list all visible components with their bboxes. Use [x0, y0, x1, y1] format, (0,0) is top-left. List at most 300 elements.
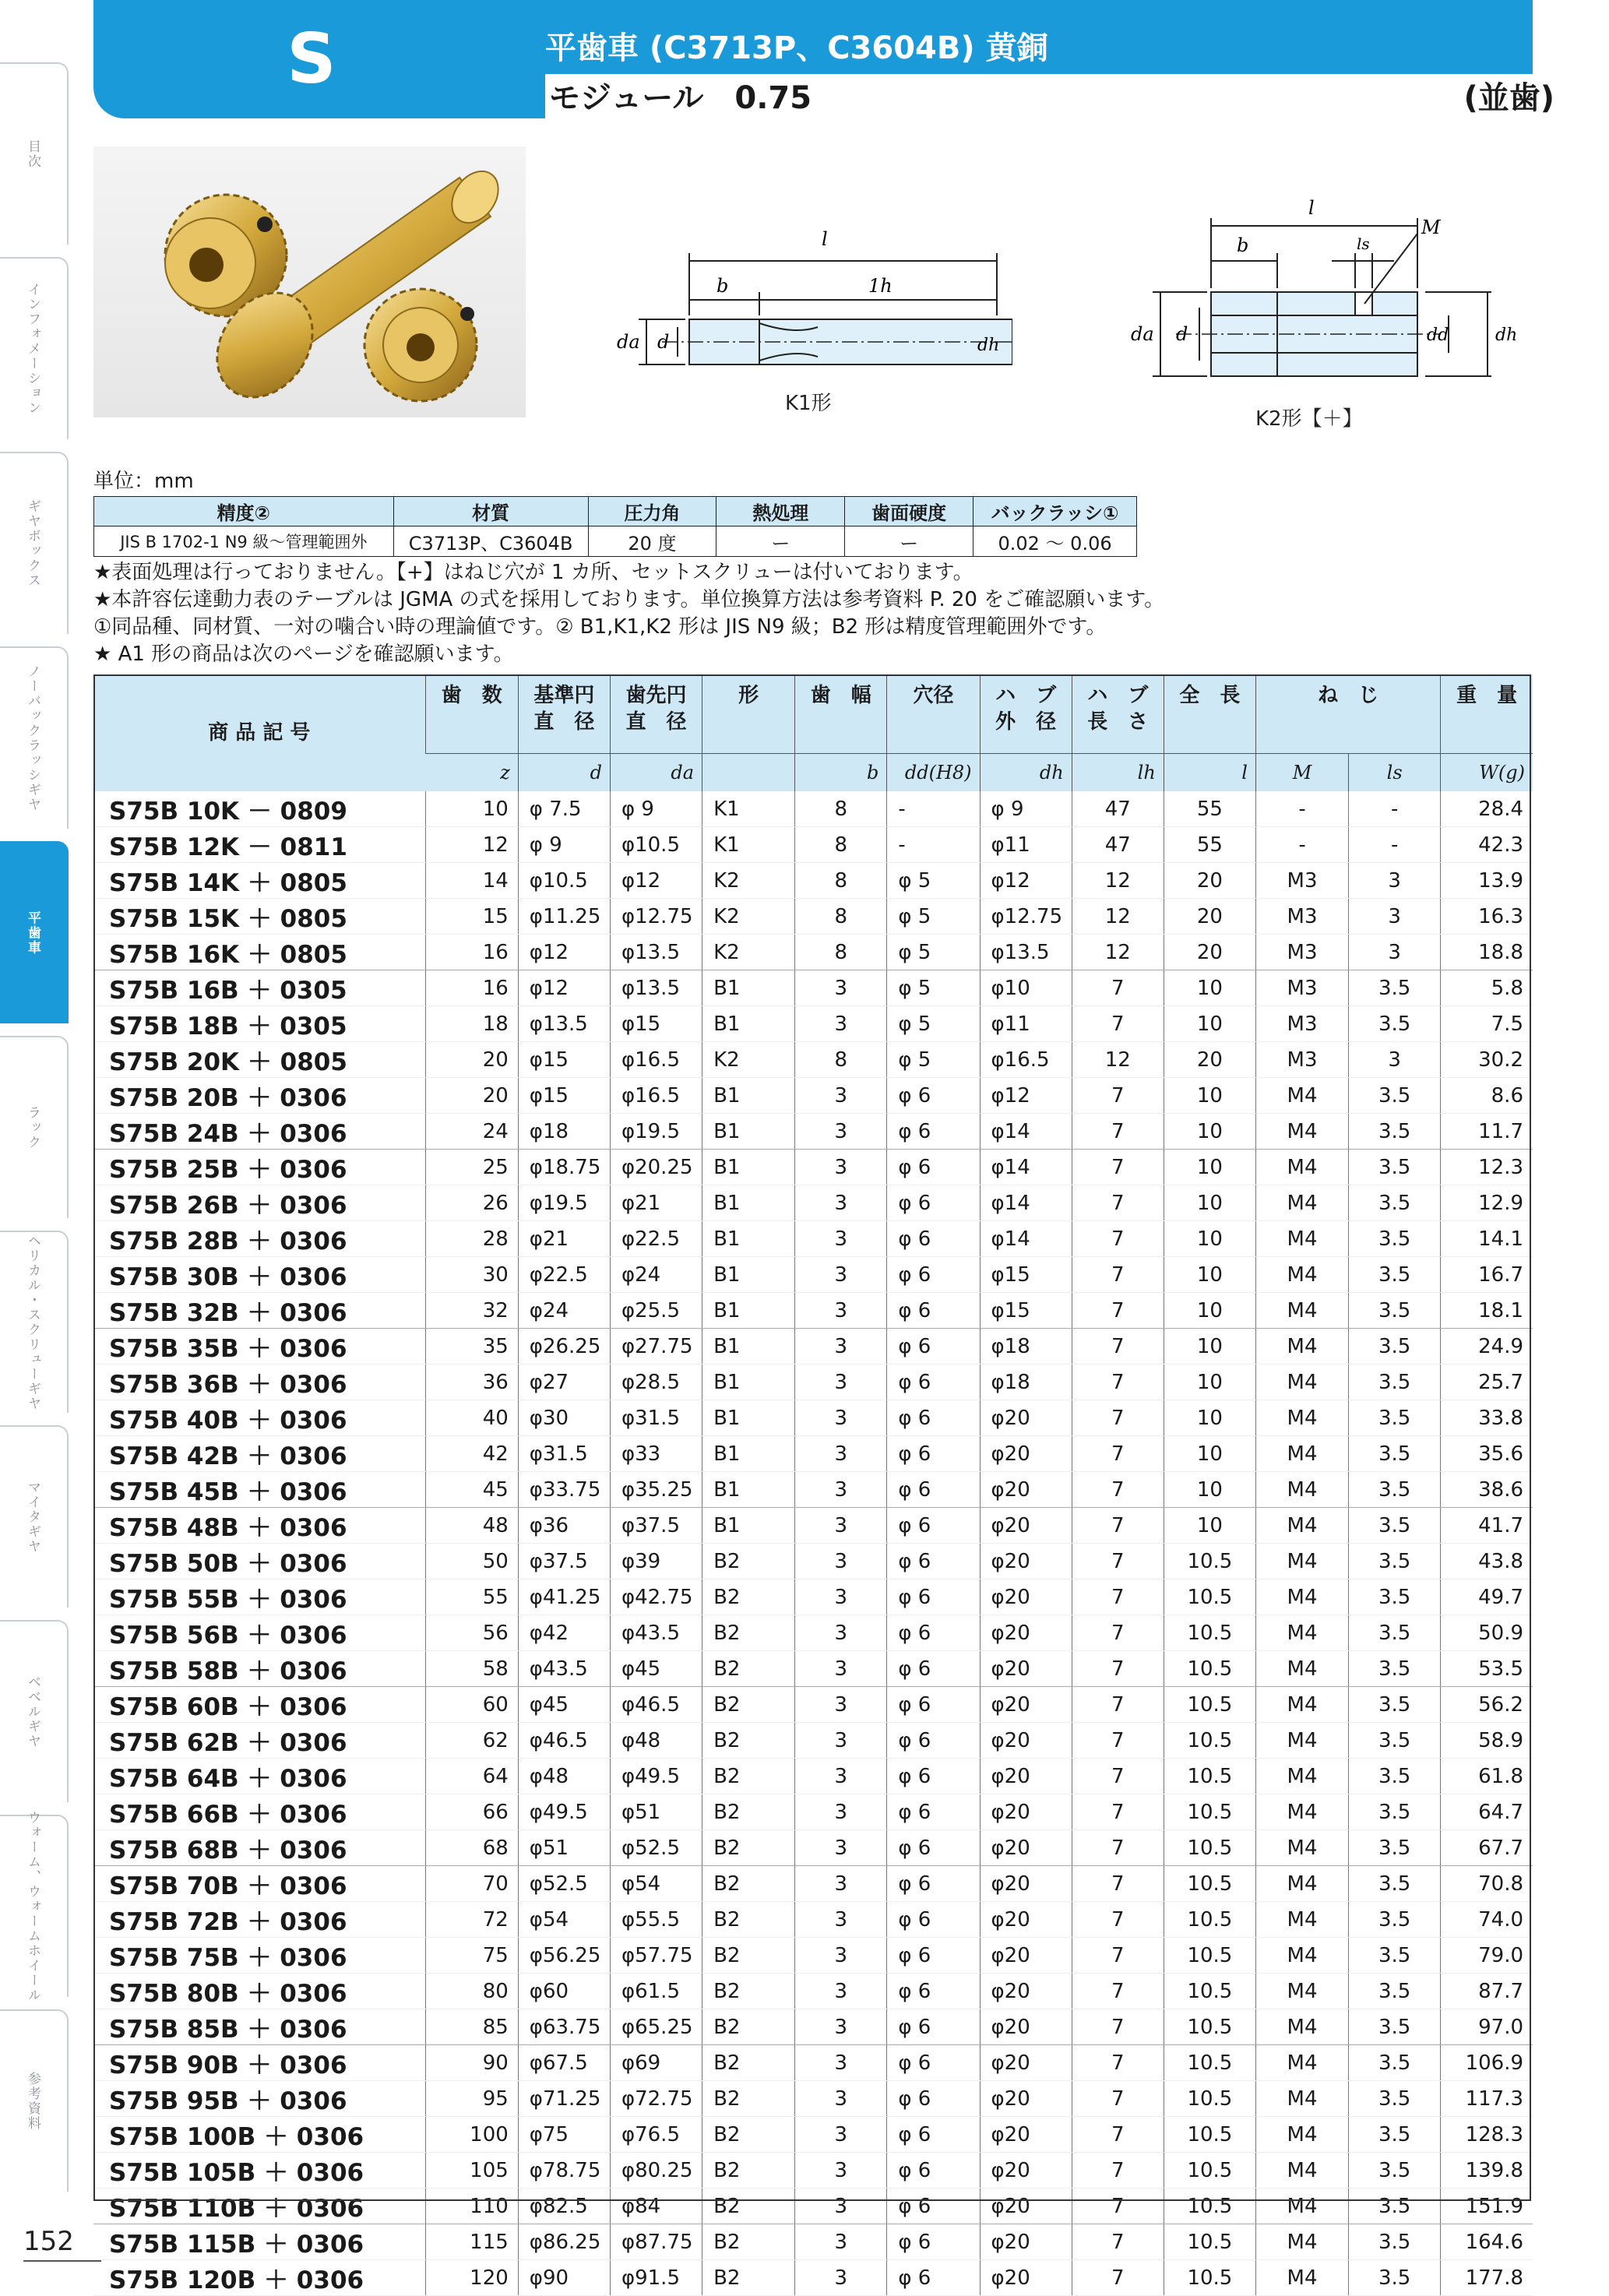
cell-shape: B2: [702, 2260, 795, 2296]
table-row: [93, 2045, 1533, 2081]
cell-screw-position: 3.5: [1349, 1006, 1441, 1042]
cell-screw-position: 3.5: [1349, 2117, 1441, 2153]
cell-screw-size: M4: [1255, 2081, 1348, 2117]
cell-teeth: 15: [425, 899, 518, 935]
cell-bore: φ 6: [887, 1078, 980, 1114]
cell-outside-diameter: φ20.25: [610, 1150, 702, 1185]
cell-face-width: 3: [795, 2189, 887, 2224]
cell-hub-diameter: φ20: [980, 1830, 1072, 1866]
cell-outside-diameter: φ65.25: [610, 2009, 702, 2045]
note-line: ★ A1 形の商品は次のページを確認願います。: [93, 643, 514, 666]
cell-weight: 7.5: [1441, 1006, 1533, 1042]
k2-label-dd: dd: [1427, 326, 1449, 345]
cell-total-length: 10: [1164, 970, 1255, 1006]
cell-product-code: S75B 16K ＋ 0805: [93, 935, 425, 970]
cell-face-width: 3: [795, 1579, 887, 1615]
cell-weight: 50.9: [1441, 1615, 1533, 1651]
cell-weight: 25.7: [1441, 1365, 1533, 1400]
cell-face-width: 3: [795, 1006, 887, 1042]
cell-weight: 41.7: [1441, 1508, 1533, 1544]
table-row: [93, 899, 1533, 935]
cell-hub-length: 7: [1072, 1508, 1164, 1544]
cell-bore: φ 5: [887, 1042, 980, 1078]
cell-weight: 164.6: [1441, 2224, 1533, 2260]
cell-face-width: 3: [795, 1329, 887, 1365]
cell-face-width: 8: [795, 863, 887, 899]
cell-bore: -: [887, 791, 980, 827]
cell-shape: B2: [702, 2045, 795, 2081]
cell-total-length: 10.5: [1164, 2081, 1255, 2117]
cell-hub-diameter: φ20: [980, 1508, 1072, 1544]
cell-total-length: 10: [1164, 1400, 1255, 1436]
cell-outside-diameter: φ10.5: [610, 827, 702, 863]
side-tab-no-backlash[interactable]: ノーバックラッシギヤ: [0, 646, 69, 829]
cell-total-length: 10.5: [1164, 2224, 1255, 2260]
cell-screw-position: 3.5: [1349, 1472, 1441, 1508]
table-row: [93, 1006, 1533, 1042]
k2-label-ls: ls: [1357, 234, 1370, 253]
cell-hub-length: 7: [1072, 2224, 1164, 2260]
header-face-width: 歯 幅: [795, 674, 887, 754]
cell-pitch-diameter: φ54: [518, 1902, 610, 1938]
spec-pressure-angle: 20 度: [588, 526, 716, 557]
cell-product-code: S75B 105B ＋ 0306: [93, 2153, 425, 2189]
cell-total-length: 10: [1164, 1006, 1255, 1042]
cell-outside-diameter: φ28.5: [610, 1365, 702, 1400]
header-sym-dh: dh: [980, 754, 1072, 792]
k1-caption: K1形: [785, 392, 832, 415]
cell-screw-size: M4: [1255, 1902, 1348, 1938]
cell-weight: 14.1: [1441, 1221, 1533, 1257]
cell-shape: B1: [702, 1185, 795, 1221]
cell-hub-diameter: φ12: [980, 1078, 1072, 1114]
cell-bore: φ 6: [887, 1114, 980, 1150]
header-pitch-diameter: 基準円 直 径: [518, 674, 610, 754]
cell-product-code: S75B 26B ＋ 0306: [93, 1185, 425, 1221]
cell-hub-length: 7: [1072, 2045, 1164, 2081]
side-tab-rack[interactable]: ラック: [0, 1036, 69, 1218]
cell-hub-length: 7: [1072, 2009, 1164, 2045]
cell-weight: 79.0: [1441, 1938, 1533, 1974]
table-row: [93, 2260, 1533, 2296]
cell-hub-diameter: φ14: [980, 1114, 1072, 1150]
cell-hub-length: 7: [1072, 1185, 1164, 1221]
table-row: [93, 1185, 1533, 1221]
side-tab-miter[interactable]: マイタギヤ: [0, 1425, 69, 1608]
cell-total-length: 10.5: [1164, 1794, 1255, 1830]
cell-shape: B2: [702, 2189, 795, 2224]
cell-face-width: 3: [795, 1293, 887, 1329]
cell-screw-position: 3.5: [1349, 1974, 1441, 2009]
cell-product-code: S75B 35B ＋ 0306: [93, 1329, 425, 1365]
cell-total-length: 20: [1164, 935, 1255, 970]
cell-teeth: 16: [425, 970, 518, 1006]
cell-product-code: S75B 115B ＋ 0306: [93, 2224, 425, 2260]
header-weight: 重 量: [1441, 674, 1533, 754]
cell-teeth: 72: [425, 1902, 518, 1938]
cell-hub-diameter: φ20: [980, 1651, 1072, 1687]
cell-teeth: 30: [425, 1257, 518, 1293]
side-tab-reference[interactable]: 参考資料: [0, 2009, 69, 2192]
cell-screw-position: 3.5: [1349, 2045, 1441, 2081]
cell-bore: φ 6: [887, 1329, 980, 1365]
side-tab-contents[interactable]: 目次: [0, 62, 69, 245]
cell-hub-diameter: φ20: [980, 1472, 1072, 1508]
cell-hub-diameter: φ20: [980, 1687, 1072, 1723]
cell-screw-size: M4: [1255, 2224, 1348, 2260]
cell-screw-size: M4: [1255, 1257, 1348, 1293]
cell-bore: φ 6: [887, 2081, 980, 2117]
cell-shape: B1: [702, 1257, 795, 1293]
cell-screw-size: M4: [1255, 1866, 1348, 1902]
table-row: [93, 1329, 1533, 1365]
page-number-rule: [23, 2260, 101, 2262]
cell-product-code: S75B 60B ＋ 0306: [93, 1687, 425, 1723]
cell-outside-diameter: φ76.5: [610, 2117, 702, 2153]
k2-label-m: M: [1421, 217, 1441, 238]
cell-weight: 28.4: [1441, 791, 1533, 827]
cell-product-code: S75B 58B ＋ 0306: [93, 1651, 425, 1687]
table-row: [93, 1794, 1533, 1830]
cell-pitch-diameter: φ15: [518, 1078, 610, 1114]
spec-table: [93, 496, 1137, 557]
cell-weight: 56.2: [1441, 1687, 1533, 1723]
cell-teeth: 95: [425, 2081, 518, 2117]
cell-face-width: 3: [795, 1794, 887, 1830]
cell-screw-position: 3.5: [1349, 1400, 1441, 1436]
cell-teeth: 10: [425, 791, 518, 827]
cell-product-code: S75B 90B ＋ 0306: [93, 2045, 425, 2081]
header-sym-z: z: [425, 754, 518, 792]
header-hub-length: ハ ブ 長 さ: [1072, 674, 1164, 754]
cell-pitch-diameter: φ12: [518, 935, 610, 970]
cell-product-code: S75B 14K ＋ 0805: [93, 863, 425, 899]
table-row: [93, 1687, 1533, 1723]
cell-outside-diameter: φ51: [610, 1794, 702, 1830]
header-sym-b: b: [795, 754, 887, 792]
cell-pitch-diameter: φ41.25: [518, 1579, 610, 1615]
cell-screw-position: 3.5: [1349, 1687, 1441, 1723]
cell-total-length: 10.5: [1164, 1866, 1255, 1902]
cell-product-code: S75B 36B ＋ 0306: [93, 1365, 425, 1400]
series-letter: S: [287, 19, 336, 99]
cell-face-width: 3: [795, 1687, 887, 1723]
k1-label-lh: 1h: [868, 275, 893, 297]
cell-weight: 13.9: [1441, 863, 1533, 899]
k2-label-l: l: [1308, 199, 1315, 219]
table-row: [93, 1114, 1533, 1150]
table-row: [93, 1150, 1533, 1185]
cell-product-code: S75B 110B ＋ 0306: [93, 2189, 425, 2224]
side-tab-worm[interactable]: ウォーム、ウォームホイール: [0, 1815, 69, 1997]
product-photo: [93, 146, 526, 417]
cell-pitch-diameter: φ37.5: [518, 1544, 610, 1579]
cell-bore: φ 6: [887, 1615, 980, 1651]
cell-product-code: S75B 40B ＋ 0306: [93, 1400, 425, 1436]
table-row: [93, 1830, 1533, 1866]
cell-hub-diameter: φ20: [980, 1544, 1072, 1579]
cell-outside-diameter: φ12.75: [610, 899, 702, 935]
header-sym-shape: [702, 754, 795, 792]
cell-weight: 70.8: [1441, 1866, 1533, 1902]
cell-screw-position: -: [1349, 791, 1441, 827]
cell-weight: 139.8: [1441, 2153, 1533, 2189]
cell-face-width: 3: [795, 1221, 887, 1257]
cell-pitch-diameter: φ31.5: [518, 1436, 610, 1472]
cell-face-width: 3: [795, 1544, 887, 1579]
cell-face-width: 3: [795, 1508, 887, 1544]
cell-hub-diameter: φ20: [980, 2260, 1072, 2296]
k1-label-dh: dh: [977, 336, 1000, 355]
cell-screw-position: 3.5: [1349, 1257, 1441, 1293]
cell-hub-diameter: φ11: [980, 1006, 1072, 1042]
cell-shape: B2: [702, 1651, 795, 1687]
cell-total-length: 20: [1164, 1042, 1255, 1078]
cell-product-code: S75B 68B ＋ 0306: [93, 1830, 425, 1866]
cell-hub-length: 7: [1072, 1436, 1164, 1472]
cell-hub-diameter: φ20: [980, 1759, 1072, 1794]
cell-screw-position: 3.5: [1349, 1436, 1441, 1472]
cell-screw-position: 3.5: [1349, 1759, 1441, 1794]
cell-face-width: 3: [795, 2081, 887, 2117]
cell-screw-position: 3.5: [1349, 1938, 1441, 1974]
side-tab-gearbox[interactable]: ギヤボックス: [0, 452, 69, 634]
cell-outside-diameter: φ49.5: [610, 1759, 702, 1794]
cell-total-length: 10: [1164, 1078, 1255, 1114]
side-tab-helical[interactable]: ヘリカル・スクリューギヤ: [0, 1231, 69, 1413]
cell-total-length: 55: [1164, 827, 1255, 863]
cell-teeth: 100: [425, 2117, 518, 2153]
cell-bore: φ 6: [887, 2224, 980, 2260]
cell-hub-diameter: φ20: [980, 2153, 1072, 2189]
cell-screw-size: M4: [1255, 1938, 1348, 1974]
cell-screw-size: M4: [1255, 1723, 1348, 1759]
cell-bore: φ 6: [887, 1794, 980, 1830]
cell-screw-size: M4: [1255, 1293, 1348, 1329]
cell-face-width: 3: [795, 1974, 887, 2009]
cell-outside-diameter: φ80.25: [610, 2153, 702, 2189]
cell-bore: φ 5: [887, 935, 980, 970]
cell-shape: B2: [702, 1759, 795, 1794]
spec-header-accuracy: 精度②: [94, 497, 394, 526]
cell-bore: φ 6: [887, 1185, 980, 1221]
table-row: [93, 1866, 1533, 1902]
cell-weight: 12.3: [1441, 1150, 1533, 1185]
note-line: ★本許容伝達動力表のテーブルは JGMA の式を採用しております。単位換算方法は参考資料 P. 20 をご確認願います。: [93, 588, 1165, 611]
cell-shape: B1: [702, 1329, 795, 1365]
cell-total-length: 10.5: [1164, 2117, 1255, 2153]
cell-bore: φ 6: [887, 2117, 980, 2153]
cell-shape: B2: [702, 1723, 795, 1759]
cell-screw-position: 3.5: [1349, 1293, 1441, 1329]
cell-outside-diameter: φ33: [610, 1436, 702, 1472]
cell-product-code: S75B 32B ＋ 0306: [93, 1293, 425, 1329]
cell-hub-length: 7: [1072, 1938, 1164, 1974]
table-row: [93, 1759, 1533, 1794]
table-row: [93, 935, 1533, 970]
cell-weight: 43.8: [1441, 1544, 1533, 1579]
cell-hub-diameter: φ15: [980, 1257, 1072, 1293]
cell-hub-length: 7: [1072, 1400, 1164, 1436]
cell-weight: 16.3: [1441, 899, 1533, 935]
cell-screw-size: M4: [1255, 1794, 1348, 1830]
cell-outside-diameter: φ43.5: [610, 1615, 702, 1651]
side-tab-spur-gear[interactable]: 平歯車: [0, 841, 69, 1023]
cell-product-code: S75B 95B ＋ 0306: [93, 2081, 425, 2117]
cell-bore: φ 6: [887, 2189, 980, 2224]
cell-product-code: S75B 50B ＋ 0306: [93, 1544, 425, 1579]
table-row: [93, 1651, 1533, 1687]
cell-bore: φ 6: [887, 1221, 980, 1257]
cell-teeth: 18: [425, 1006, 518, 1042]
cell-screw-size: M3: [1255, 899, 1348, 935]
cell-teeth: 68: [425, 1830, 518, 1866]
cell-teeth: 90: [425, 2045, 518, 2081]
cell-hub-length: 7: [1072, 1902, 1164, 1938]
cell-hub-diameter: φ18: [980, 1365, 1072, 1400]
cell-outside-diameter: φ24: [610, 1257, 702, 1293]
cell-screw-size: M3: [1255, 1042, 1348, 1078]
cell-hub-length: 7: [1072, 970, 1164, 1006]
cell-weight: 35.6: [1441, 1436, 1533, 1472]
header-hub-diameter: ハ ブ 外 径: [980, 674, 1072, 754]
cell-outside-diameter: φ61.5: [610, 1974, 702, 2009]
cell-outside-diameter: φ13.5: [610, 935, 702, 970]
cell-screw-position: 3.5: [1349, 970, 1441, 1006]
cell-face-width: 3: [795, 2045, 887, 2081]
table-row: [93, 863, 1533, 899]
cell-pitch-diameter: φ24: [518, 1293, 610, 1329]
cell-product-code: S75B 72B ＋ 0306: [93, 1902, 425, 1938]
cell-product-code: S75B 20K ＋ 0805: [93, 1042, 425, 1078]
cell-product-code: S75B 120B ＋ 0306: [93, 2260, 425, 2296]
cell-total-length: 10.5: [1164, 1938, 1255, 1974]
cell-screw-size: M4: [1255, 1329, 1348, 1365]
cell-product-code: S75B 24B ＋ 0306: [93, 1114, 425, 1150]
cell-total-length: 10.5: [1164, 2189, 1255, 2224]
cell-hub-length: 7: [1072, 1974, 1164, 2009]
cell-hub-length: 12: [1072, 863, 1164, 899]
spec-header-material: 材質: [393, 497, 588, 526]
cell-face-width: 3: [795, 1866, 887, 1902]
cell-total-length: 10: [1164, 1365, 1255, 1400]
cell-face-width: 8: [795, 791, 887, 827]
table-row: [93, 970, 1533, 1006]
table-row: [93, 2224, 1533, 2260]
cell-total-length: 10: [1164, 1150, 1255, 1185]
cell-hub-length: 7: [1072, 2153, 1164, 2189]
cell-face-width: 3: [795, 1185, 887, 1221]
cell-teeth: 55: [425, 1579, 518, 1615]
cell-bore: φ 6: [887, 1436, 980, 1472]
cell-outside-diameter: φ54: [610, 1866, 702, 1902]
table-row: [93, 1042, 1533, 1078]
cell-pitch-diameter: φ60: [518, 1974, 610, 2009]
cell-weight: 11.7: [1441, 1114, 1533, 1150]
cell-total-length: 10.5: [1164, 1974, 1255, 2009]
cell-hub-diameter: φ20: [980, 2189, 1072, 2224]
spec-header-pressure-angle: 圧力角: [588, 497, 716, 526]
cell-hub-diameter: φ14: [980, 1185, 1072, 1221]
cell-pitch-diameter: φ13.5: [518, 1006, 610, 1042]
cell-hub-diameter: φ 9: [980, 791, 1072, 827]
cell-product-code: S75B 16B ＋ 0305: [93, 970, 425, 1006]
spec-header-heat-treatment: 熱処理: [716, 497, 845, 526]
cell-bore: φ 6: [887, 1400, 980, 1436]
cell-hub-length: 7: [1072, 1257, 1164, 1293]
cell-screw-position: 3: [1349, 1042, 1441, 1078]
side-tab-information[interactable]: インフォメーション: [0, 257, 69, 439]
cell-hub-length: 7: [1072, 2260, 1164, 2296]
cell-teeth: 64: [425, 1759, 518, 1794]
cell-pitch-diameter: φ12: [518, 970, 610, 1006]
cell-bore: φ 6: [887, 1365, 980, 1400]
cell-product-code: S75B 20B ＋ 0306: [93, 1078, 425, 1114]
spec-header-hardness: 歯面硬度: [845, 497, 973, 526]
cell-shape: B2: [702, 2009, 795, 2045]
table-row: [93, 827, 1533, 863]
cell-total-length: 10.5: [1164, 2153, 1255, 2189]
cell-face-width: 3: [795, 1615, 887, 1651]
cell-screw-size: M4: [1255, 2153, 1348, 2189]
cell-screw-size: -: [1255, 827, 1348, 863]
cell-pitch-diameter: φ82.5: [518, 2189, 610, 2224]
cell-screw-size: M3: [1255, 1006, 1348, 1042]
cell-pitch-diameter: φ36: [518, 1508, 610, 1544]
cell-bore: φ 6: [887, 1150, 980, 1185]
side-tab-bevel[interactable]: ベベルギヤ: [0, 1620, 69, 1802]
cell-teeth: 110: [425, 2189, 518, 2224]
cell-shape: B2: [702, 2081, 795, 2117]
cell-screw-size: M4: [1255, 1830, 1348, 1866]
cell-screw-position: 3.5: [1349, 2260, 1441, 2296]
cell-hub-diameter: φ20: [980, 1938, 1072, 1974]
cell-teeth: 70: [425, 1866, 518, 1902]
cell-hub-length: 7: [1072, 1078, 1164, 1114]
cell-product-code: S75B 15K ＋ 0805: [93, 899, 425, 935]
tooth-type-label: (並歯): [1463, 80, 1554, 116]
cell-hub-length: 7: [1072, 1794, 1164, 1830]
cell-teeth: 20: [425, 1078, 518, 1114]
cell-weight: 24.9: [1441, 1329, 1533, 1365]
k1-label-da: da: [617, 331, 640, 353]
cell-pitch-diameter: φ75: [518, 2117, 610, 2153]
cell-screw-size: M4: [1255, 2260, 1348, 2296]
cell-shape: B1: [702, 1293, 795, 1329]
cell-screw-position: 3.5: [1349, 1651, 1441, 1687]
cell-face-width: 3: [795, 2009, 887, 2045]
cell-hub-length: 7: [1072, 1579, 1164, 1615]
header-sym-ls: ls: [1349, 754, 1441, 792]
cell-hub-diameter: φ20: [980, 1436, 1072, 1472]
cell-screw-position: 3.5: [1349, 1508, 1441, 1544]
cell-hub-diameter: φ13.5: [980, 935, 1072, 970]
cell-screw-position: 3.5: [1349, 1723, 1441, 1759]
cell-screw-position: 3.5: [1349, 2189, 1441, 2224]
product-table: [93, 674, 1533, 2296]
cell-bore: φ 6: [887, 1759, 980, 1794]
cell-bore: φ 6: [887, 1508, 980, 1544]
cell-hub-diameter: φ16.5: [980, 1042, 1072, 1078]
cell-bore: φ 6: [887, 1579, 980, 1615]
cell-pitch-diameter: φ49.5: [518, 1794, 610, 1830]
cell-teeth: 28: [425, 1221, 518, 1257]
cell-outside-diameter: φ13.5: [610, 970, 702, 1006]
cell-total-length: 10: [1164, 1114, 1255, 1150]
spec-header-backlash: バックラッシ①: [973, 497, 1137, 526]
cell-hub-diameter: φ20: [980, 2045, 1072, 2081]
cell-shape: B1: [702, 1006, 795, 1042]
